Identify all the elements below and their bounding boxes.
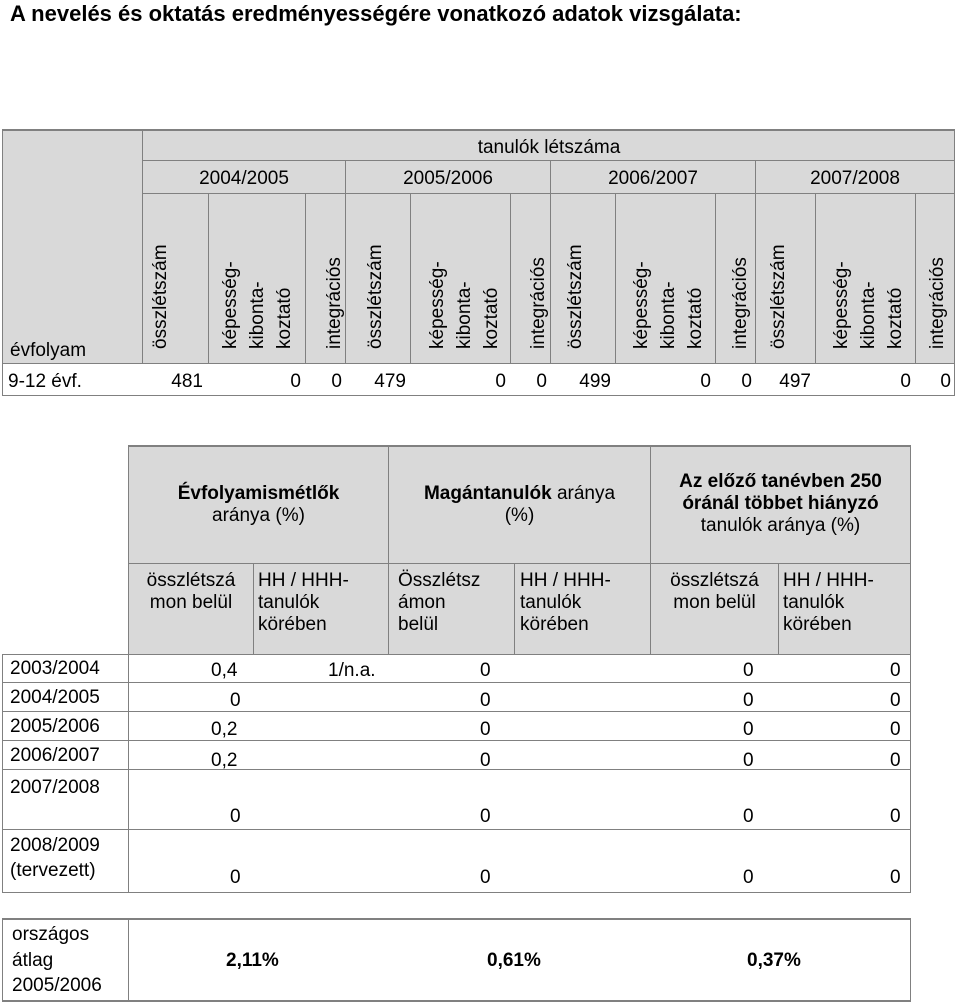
subheader-hh-l2: tanulók [783, 592, 845, 613]
table-cell: 0 [480, 690, 491, 711]
row-year: 2007/2008 [10, 777, 100, 798]
subheader-osszletszam-l2: ámon [398, 592, 446, 613]
avg-value: 0,61% [487, 950, 541, 971]
col-osszletszam: összlétszám [565, 244, 586, 349]
table-cell: 0 [495, 371, 506, 392]
table-cell: 479 [374, 371, 406, 392]
col-kepesseg-l2: kibonta- [454, 281, 475, 349]
col-kepesseg-l3: koztató [274, 287, 295, 349]
header-hianyzo-l1: Az előző tanévben 250 [679, 471, 882, 492]
table-cell: 0 [890, 690, 901, 711]
page-title: A nevelés és oktatás eredményességére vonatkozó adatok vizsgálata: [10, 1, 742, 26]
col-osszletszam: összlétszám [768, 244, 789, 349]
subheader-osszletszam-l2: mon belül [149, 592, 233, 613]
table-cell: 0 [480, 660, 491, 681]
subheader-hh-l2: tanulók [258, 592, 320, 613]
col-kepesseg-l1: képesség- [831, 261, 852, 349]
header-tanulok-letszama: tanulók létszáma [477, 137, 621, 158]
table-cell: 0 [890, 660, 901, 681]
table-cell: 0 [230, 806, 241, 827]
col-kepesseg-l2: kibonta- [658, 281, 679, 349]
row-year: 2003/2004 [10, 658, 100, 679]
table-cell: 0,2 [211, 719, 238, 740]
row-year: 2004/2005 [10, 687, 100, 708]
table-cell: 0 [480, 867, 491, 888]
year-header: 2005/2006 [403, 168, 493, 189]
year-header: 2004/2005 [199, 168, 289, 189]
header-magantanulok-rest: aránya [551, 483, 616, 504]
col-integracios: integrációs [927, 257, 948, 349]
subheader-hh-l2: tanulók [520, 592, 582, 613]
subheader-hh: HH / HHH- [258, 570, 349, 591]
header-hianyzo-l3: tanulók aránya (%) [700, 515, 861, 536]
table-cell: 0 [900, 371, 911, 392]
table-cell: 0 [743, 750, 754, 771]
table-cell: 0 [890, 719, 901, 740]
table-cell: 0 [743, 719, 754, 740]
header-hianyzo-l2: óránál többet hiányzó [682, 493, 879, 514]
table-cell: 0 [290, 371, 301, 392]
subheader-hh: HH / HHH- [520, 570, 611, 591]
col-integracios: integrációs [324, 257, 345, 349]
avg-label-l2: átlag [12, 950, 54, 971]
row-year: 2006/2007 [10, 745, 100, 766]
table-cell: 0 [743, 806, 754, 827]
avg-value: 2,11% [226, 950, 279, 971]
col-kepesseg-l2: kibonta- [247, 281, 268, 349]
table-cell: 481 [171, 371, 203, 392]
subheader-hh-l3: körében [258, 614, 327, 635]
subheader-osszletszam: összlétszá [670, 570, 759, 591]
col-kepesseg-l3: koztató [481, 287, 502, 349]
table-cell: 0,4 [211, 660, 238, 681]
col-integracios: integrációs [528, 257, 549, 349]
col-kepesseg-l2: kibonta- [858, 281, 879, 349]
table-cell: 0 [480, 806, 491, 827]
col-integracios: integrációs [730, 257, 751, 349]
avg-value: 0,37% [747, 950, 801, 971]
table-cell: 0 [230, 690, 241, 711]
table-cell: 0 [890, 867, 901, 888]
table-cell: 499 [579, 371, 611, 392]
col-kepesseg-l3: koztató [885, 287, 906, 349]
table-cell: 0 [331, 371, 342, 392]
table-cell: 0 [743, 660, 754, 681]
table-cell: 0 [480, 719, 491, 740]
col-kepesseg-l1: képesség- [427, 261, 448, 349]
col-kepesseg-l3: koztató [685, 287, 706, 349]
table-cell: 0 [890, 750, 901, 771]
subheader-osszletszam: Összlétsz [398, 570, 481, 591]
table-cell: 0 [940, 371, 951, 392]
subheader-osszletszam-l3: belül [398, 614, 439, 635]
table-cell: 0 [536, 371, 547, 392]
table-cell: 0 [700, 371, 711, 392]
table-cell: 0 [741, 371, 752, 392]
table-cell: 0 [743, 690, 754, 711]
col-kepesseg-l1: képesség- [220, 261, 241, 349]
subheader-osszletszam: összlétszá [146, 570, 236, 591]
table-cell: 0 [890, 806, 901, 827]
table-cell: 0,2 [211, 750, 238, 771]
col-kepesseg-l1: képesség- [631, 261, 652, 349]
header-magantanulok-pct: (%) [504, 505, 535, 526]
row-label: 9-12 évf. [8, 371, 82, 392]
col-osszletszam: összlétszám [150, 244, 171, 349]
row-year-note: (tervezett) [10, 860, 96, 881]
col-osszletszam: összlétszám [365, 244, 386, 349]
subheader-hh-l3: körében [783, 614, 852, 635]
subheader-osszletszam-l2: mon belül [673, 592, 756, 613]
year-header: 2007/2008 [810, 168, 900, 189]
row-year: 2005/2006 [10, 716, 100, 737]
table-cell: 0 [230, 867, 241, 888]
header-evfolyamismetlok-rest: aránya (%) [212, 505, 305, 526]
table-cell: 0 [480, 750, 491, 771]
row-header-evfolyam: évfolyam [10, 340, 87, 361]
subheader-hh: HH / HHH- [783, 570, 874, 591]
table-cell: 497 [779, 371, 811, 392]
year-header: 2006/2007 [608, 168, 698, 189]
header-magantanulok: Magántanulók [423, 483, 552, 504]
table-cell: 1/n.a. [328, 660, 376, 681]
header-evfolyamismetlok: Évfolyamismétlők [177, 483, 340, 504]
avg-label-l3: 2005/2006 [12, 975, 102, 996]
subheader-hh-l3: körében [520, 614, 589, 635]
row-year: 2008/2009 [10, 835, 100, 856]
avg-label-l1: országos [12, 924, 90, 945]
table-cell: 0 [743, 867, 754, 888]
